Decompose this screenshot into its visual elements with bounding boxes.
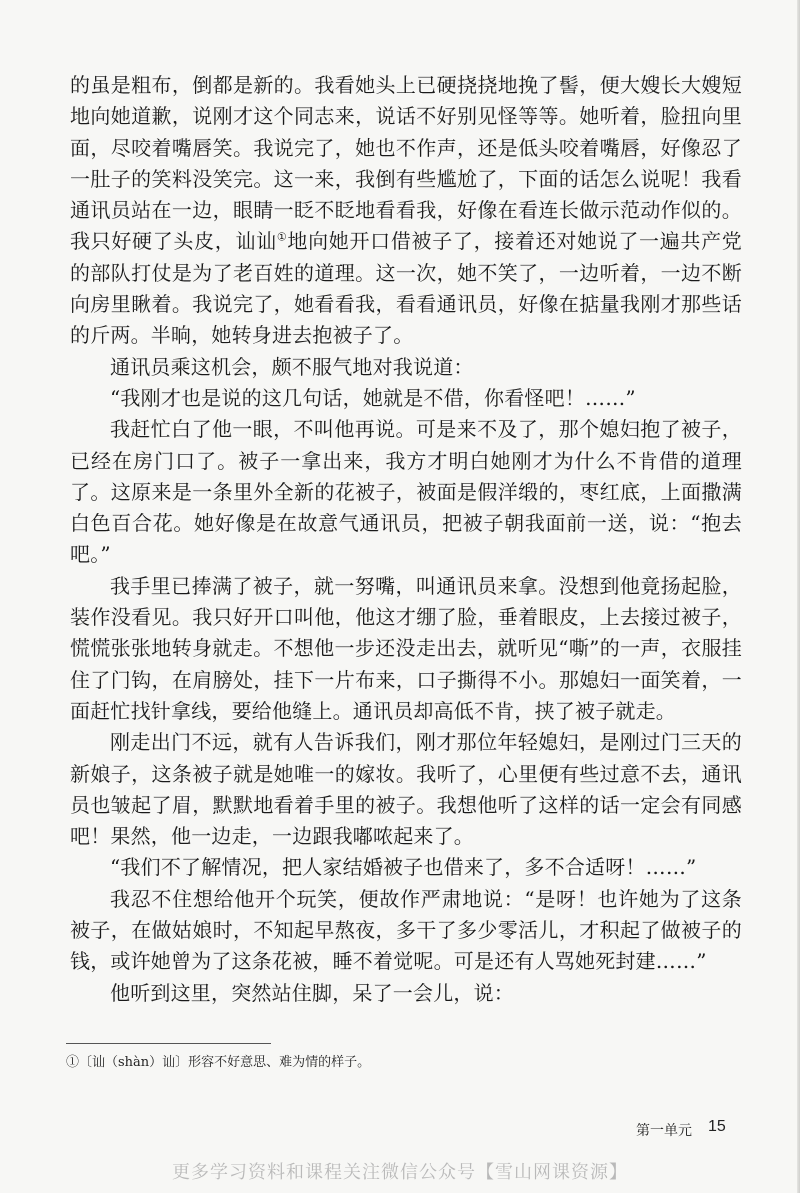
- paragraph-4: 我赶忙白了他一眼，不叫他再说。可是来不及了，那个媳妇抱了被子，已经在房门口了。被子一拿出来，我方才明白她刚才为什么不肯借的道理了。这原来是一条里外全新的花被子，被面是假洋缎的，枣红底，上面撒满白色百合花。她好像是在故意气通讯员，把被子朝我面前一送，说：“抱去吧。”: [70, 417, 742, 567]
- page-number: 15: [708, 1118, 726, 1135]
- paragraph-1: [70, 70, 742, 352]
- paragraph-1-text: 的虽是粗布，倒都是新的。我看她头上已硬挠挠地挽了髻，便大嫂长大嫂短地向她道歉，说刚才这个同志来，说话不好别见怪等等。她听着，脸扭向里面，尽咬着嘴唇笑。我说完了，她也不作声，还是低头咬着嘴唇，好像忍了一肚子的笑料没笑完。这一来，我倒有些尴尬了，下面的话怎么说呢！我看通讯员站在一边，眼睛一眨不眨地看看我，好像在看连长做示范动作似的。我只好硬了头皮，讪讪: [70, 73, 742, 254]
- paragraph-1-text-after: 地向她开口借被子了，接着还对她说了一遍共产党的部队打仗是为了老百姓的道理。这一次，她不笑了，一边听着，一边不断向房里瞅着。我说完了，她看看我，看看通讯员，好像在掂量我刚才那些话的斤两。半晌，她转身进去抱被子了。: [70, 229, 742, 348]
- footnote: ①〔讪（shàn）讪〕形容不好意思、难为情的样子。: [66, 1055, 371, 1070]
- paragraph-7: “我们不了解情况，把人家结婚被子也借来了，多不合适呀！……”: [110, 855, 697, 880]
- paragraph-6: 刚走出门不远，就有人告诉我们，刚才那位年轻媳妇，是刚过门三天的新娘子，这条被子就是她唯一的嫁妆。我听了，心里便有些过意不去，通讯员也皱起了眉，默默地看着手里的被子。我想他听了这样的话一定会有同感吧！果然，他一边走，一边跟我嘟哝起来了。: [70, 730, 742, 849]
- footnote-divider: [66, 1043, 271, 1044]
- paragraph-9: 他听到这里，突然站住脚，呆了一会儿，说：: [110, 980, 514, 1005]
- footer-unit-label: 第一单元: [636, 1123, 692, 1139]
- body-text: [70, 70, 742, 1009]
- footnote-ref-1[interactable]: ①: [276, 230, 288, 244]
- paragraph-5: 我手里已捧满了被子，就一努嘴，叫通讯员来拿。没想到他竟扬起脸，装作没看见。我只好开口叫他，他这才绷了脸，垂着眼皮，上去接过被子，慌慌张张地转身就走。不想他一步还没走出去，就听见“嘶”的一声，衣服挂住了门钩，在肩膀处，挂下一片布来，口子撕得不小。那媳妇一面笑着，一面赶忙找针拿线，要给他缝上。通讯员却高低不肯，挟了被子就走。: [70, 573, 742, 723]
- paragraph-8: 我忍不住想给他开个玩笑，便故作严肃地说：“是呀！也许她为了这条被子，在做姑娘时，不知起早熬夜，多干了多少零活儿，才积起了做被子的钱，或许她曾为了这条花被，睡不着觉呢。可是还有人骂她死封建……”: [70, 886, 742, 974]
- paragraph-3: “我刚才也是说的这几句话，她就是不借，你看怪吧！……”: [110, 385, 636, 410]
- watermark-text: 更多学习资料和课程关注微信公众号【雪山网课资源】: [172, 1162, 628, 1183]
- paragraph-2: 通讯员乘这机会，颇不服气地对我说道：: [110, 354, 474, 379]
